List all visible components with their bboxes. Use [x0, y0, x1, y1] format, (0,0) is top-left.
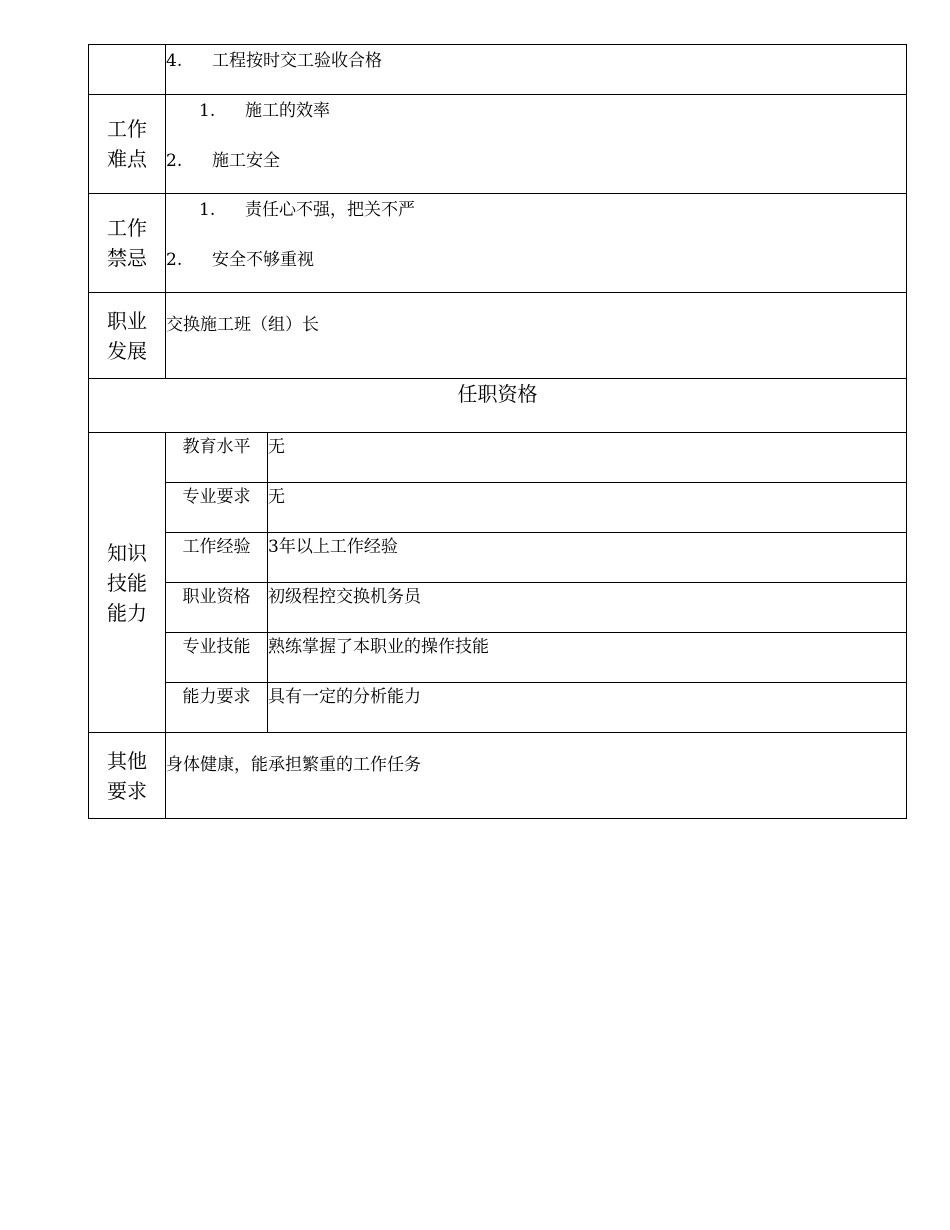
knowledge-value-cell	[268, 683, 907, 733]
job-description-table	[88, 44, 907, 819]
other-content-cell	[166, 733, 907, 819]
knowledge-sub-label-cell	[166, 583, 268, 633]
certification-label: 职业资格	[182, 587, 251, 607]
knowledge-row	[89, 583, 907, 633]
item-number: 1.	[199, 101, 216, 121]
item-number: 1.	[199, 200, 216, 220]
major-value: 无	[268, 487, 285, 507]
knowledge-label: 知识技能能力	[107, 540, 147, 625]
ability-label: 能力要求	[182, 687, 251, 707]
taboos-row	[89, 194, 907, 293]
item-number: 4.	[166, 51, 183, 71]
other-row	[89, 733, 907, 819]
other-label: 其他要求	[107, 748, 147, 803]
difficulties-content-cell	[166, 95, 907, 194]
knowledge-value-cell	[268, 583, 907, 633]
knowledge-row	[89, 483, 907, 533]
difficulties-label: 工作难点	[107, 117, 147, 171]
career-label-cell	[89, 293, 166, 379]
list-item	[166, 198, 906, 222]
knowledge-value-cell	[268, 533, 907, 583]
knowledge-sub-label-cell	[166, 433, 268, 483]
career-row	[89, 293, 907, 379]
career-value: 交换施工班（组）长	[166, 315, 319, 335]
knowledge-sub-label-cell	[166, 633, 268, 683]
responsibility-continuation-cell	[166, 45, 907, 95]
qualifications-title: 任职资格	[457, 382, 538, 406]
other-value: 身体健康，能承担繁重的工作任务	[166, 755, 421, 775]
experience-value: 3年以上工作经验	[268, 537, 398, 557]
skills-value: 熟练掌握了本职业的操作技能	[268, 637, 489, 657]
knowledge-value-cell	[268, 633, 907, 683]
education-value: 无	[268, 437, 285, 457]
ability-value: 具有一定的分析能力	[268, 687, 421, 707]
list-item	[166, 99, 906, 123]
knowledge-row	[89, 683, 907, 733]
list-item	[166, 248, 906, 272]
empty-label-cell	[89, 45, 166, 95]
item-number: 2.	[166, 250, 183, 270]
difficulties-label-cell	[89, 95, 166, 194]
major-label: 专业要求	[182, 487, 251, 507]
education-label: 教育水平	[182, 437, 251, 457]
responsibility-continuation-row	[89, 45, 907, 95]
item-text: 施工安全	[212, 151, 280, 171]
knowledge-value-cell	[268, 483, 907, 533]
difficulties-row	[89, 95, 907, 194]
knowledge-row	[89, 633, 907, 683]
skills-label: 专业技能	[182, 637, 251, 657]
taboos-label: 工作禁忌	[107, 216, 147, 270]
item-text: 安全不够重视	[212, 250, 314, 270]
item-text: 责任心不强，把关不严	[245, 200, 415, 220]
taboos-label-cell	[89, 194, 166, 293]
list-item	[166, 49, 906, 73]
other-label-cell	[89, 733, 166, 819]
taboos-content-cell	[166, 194, 907, 293]
knowledge-sub-label-cell	[166, 483, 268, 533]
knowledge-sub-label-cell	[166, 683, 268, 733]
qualifications-title-cell	[89, 379, 907, 433]
knowledge-row	[89, 533, 907, 583]
knowledge-value-cell	[268, 433, 907, 483]
career-content-cell	[166, 293, 907, 379]
knowledge-row	[89, 433, 907, 483]
item-text: 工程按时交工验收合格	[212, 51, 382, 71]
knowledge-sub-label-cell	[166, 533, 268, 583]
list-item	[166, 149, 906, 173]
certification-value: 初级程控交换机务员	[268, 587, 421, 607]
item-number: 2.	[166, 151, 183, 171]
qualifications-header-row	[89, 379, 907, 433]
knowledge-label-cell	[89, 433, 166, 733]
experience-label: 工作经验	[182, 537, 251, 557]
career-label: 职业发展	[107, 308, 147, 363]
item-text: 施工的效率	[245, 101, 330, 121]
